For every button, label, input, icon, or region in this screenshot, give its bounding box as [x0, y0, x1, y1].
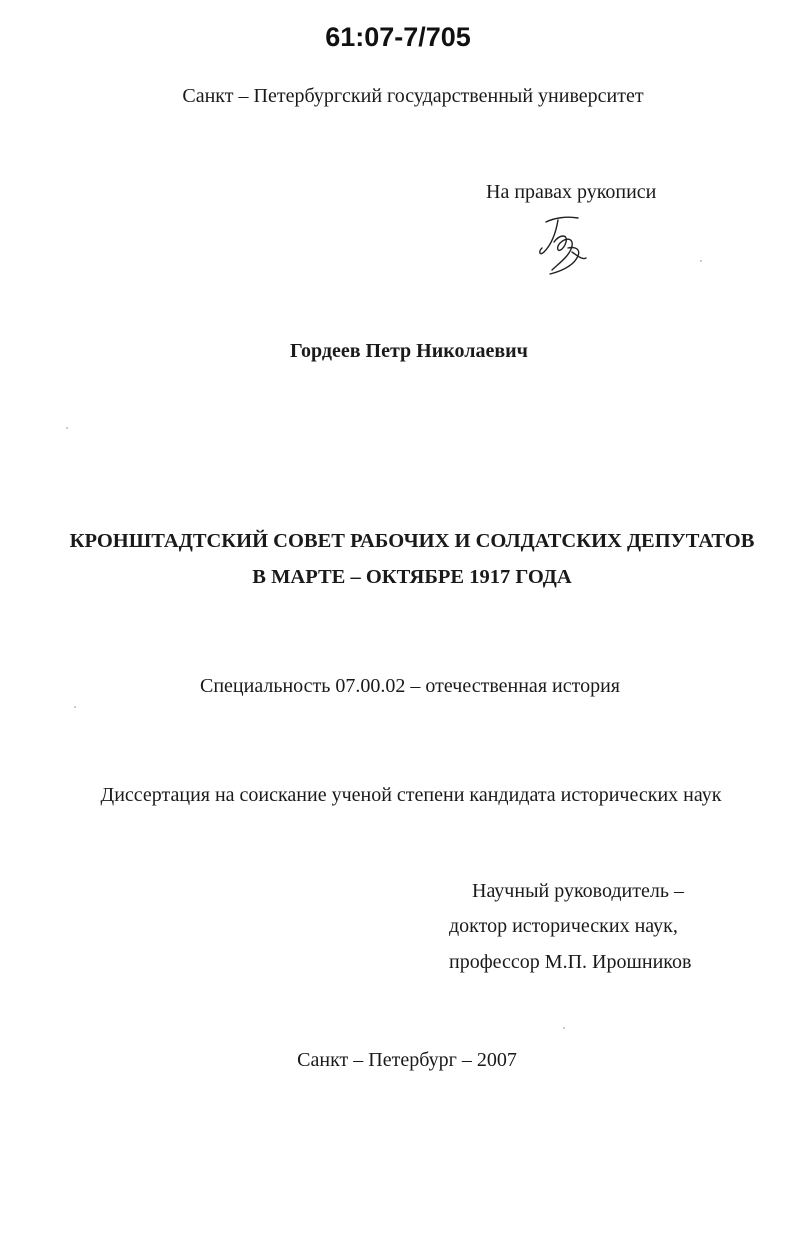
thesis-title-line-1: КРОНШТАДТСКИЙ СОВЕТ РАБОЧИХ И СОЛДАТСКИХ ДЕПУТАТОВ	[69, 530, 755, 552]
institution-name: Санкт – Петербургский государственный университет	[182, 85, 644, 107]
thesis-title-line-2: В МАРТЕ – ОКТЯБРЕ 1917 ГОДА	[252, 566, 572, 588]
specialty-line: Специальность 07.00.02 – отечественная история	[200, 675, 620, 697]
author-name: Гордеев Петр Николаевич	[290, 340, 528, 362]
supervisor-degree: доктор исторических наук,	[449, 915, 678, 937]
handwritten-signature	[528, 212, 592, 278]
scan-speck	[563, 1027, 565, 1029]
archive-stamp-number: 61:07-7/705	[325, 22, 471, 52]
place-and-year: Санкт – Петербург – 2007	[297, 1049, 517, 1071]
supervisor-heading: Научный руководитель –	[472, 880, 684, 902]
supervisor-name: профессор М.П. Ирошников	[449, 951, 692, 973]
scan-speck	[700, 260, 702, 262]
manuscript-rights-note: На правах рукописи	[486, 181, 657, 203]
scan-speck	[66, 427, 68, 429]
scan-speck	[74, 706, 76, 708]
degree-statement: Диссертация на соискание ученой степени кандидата исторических наук	[100, 784, 722, 806]
